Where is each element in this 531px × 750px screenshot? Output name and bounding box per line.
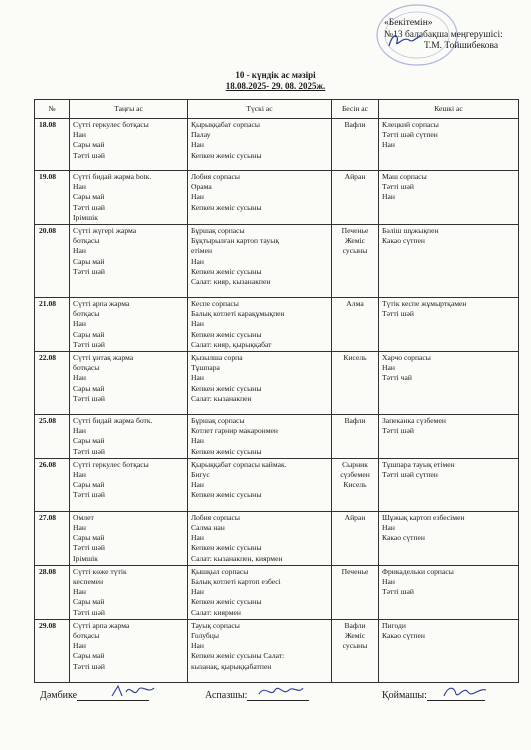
breakfast-item: Сүтті геркулес ботқасы (73, 459, 149, 469)
cell-lunch (188, 415, 332, 459)
nurse-signature-icon (108, 682, 158, 702)
breakfast-item: Нан (73, 246, 86, 256)
lunch-item: Салат: кызанакпен (191, 393, 252, 403)
menu-title (0, 70, 531, 92)
snack-item: Печенье (341, 226, 369, 236)
snack-item: Кисель (343, 353, 367, 363)
lunch-item: Бұқтырылған картоп тауық (191, 236, 280, 246)
cell-lunch (188, 458, 332, 511)
dinner-item: Харчо сорпасы (382, 353, 431, 363)
dinner-item: Клецкий сорпасы (382, 120, 439, 129)
snack-item: сүзбемен (340, 470, 370, 480)
cell-lunch (188, 171, 332, 225)
lunch-item: Кепкен жеміс сусыны (191, 383, 262, 393)
menu-table-body (35, 119, 519, 683)
lunch-item: Кепкен жеміс сусыны (191, 446, 262, 456)
lunch-item: Қырыққабат сорпасы каймак. (191, 459, 287, 469)
breakfast-item: ботқасы (73, 236, 100, 246)
dinner-item: Нан (382, 192, 395, 202)
lunch-item: Қышқыл сорпасы (191, 566, 249, 576)
breakfast-item: Ірімшік (73, 553, 98, 563)
cell-dinner (379, 352, 519, 415)
lunch-item: кызанақ, қырыққабатпен (191, 661, 272, 671)
lunch-item: Нан (191, 319, 204, 329)
cell-snack (332, 225, 379, 298)
snack-item: Жеміс (344, 631, 366, 641)
lunch-item: Нан (191, 641, 204, 651)
table-row (35, 565, 519, 619)
snack-item: Вафли (344, 620, 366, 630)
breakfast-item: Нан (73, 587, 86, 597)
breakfast-item: Сүтті бидай жарма ботк. (73, 416, 153, 426)
cell-lunch (188, 225, 332, 298)
breakfast-item: Сүтті арпа жарма (73, 620, 130, 630)
table-row (35, 415, 519, 459)
row-date: 26.08 (35, 458, 70, 511)
cell-dinner (379, 119, 519, 171)
header-dinner: Кешкі ас (379, 100, 519, 119)
breakfast-item: Сары май (73, 436, 105, 446)
breakfast-item: Сары май (73, 329, 105, 339)
cell-breakfast (70, 458, 188, 511)
lunch-item: Тұшпара (191, 363, 220, 373)
snack-item: Вафли (344, 120, 366, 129)
lunch-item: Нан (191, 140, 204, 150)
lunch-item: Нан (191, 373, 204, 383)
cell-lunch (188, 511, 332, 565)
approval-line-1: «Бекітемін» (384, 18, 433, 28)
cell-breakfast (70, 619, 188, 682)
dinner-item: Фрикадельки сорпасы (382, 566, 454, 576)
nurse-label: Дәмбике (40, 690, 78, 701)
dinner-item: Тәтті шәй сүтпен (382, 470, 438, 480)
cell-dinner (379, 565, 519, 619)
cell-dinner (379, 619, 519, 682)
dinner-item: Тұшпара тауық етімен (382, 459, 455, 469)
row-date: 27.08 (35, 511, 70, 565)
breakfast-item: Нан (73, 130, 86, 140)
cell-breakfast (70, 298, 188, 352)
lunch-item: Бұршақ сорпасы (191, 226, 245, 236)
dinner-item: Нан (382, 523, 395, 533)
lunch-item: Кепкен жеміс сусыны (191, 597, 262, 607)
lunch-item: Орама (191, 182, 212, 192)
lunch-item: Лобия сорпасы (191, 172, 240, 181)
breakfast-item: Нан (73, 523, 86, 533)
cell-dinner (379, 458, 519, 511)
approval-line-2: №13 балабақша меңгерушісі: (384, 29, 503, 40)
breakfast-item: кеспемен (73, 577, 104, 587)
row-date: 25.08 (35, 415, 70, 459)
breakfast-item: Тәтті шәй (73, 150, 105, 160)
snack-item: Айран (344, 172, 366, 181)
dinner-item: Тәтті шәй сүтпен (382, 130, 438, 140)
dinner-item: Тәтті шәй (382, 182, 414, 192)
lunch-item: Лобия сорпасы (191, 512, 240, 522)
breakfast-item: Тәтті шәй (73, 543, 105, 553)
lunch-item: Голубцы (191, 631, 219, 641)
cell-breakfast (70, 225, 188, 298)
cell-snack (332, 511, 379, 565)
snack-item: Айран (344, 512, 366, 522)
breakfast-item: Сары май (73, 480, 105, 490)
lunch-item: Қырыққабат сорпасы (191, 120, 260, 129)
cell-breakfast (70, 119, 188, 171)
header-lunch: Түскі ас (188, 100, 332, 119)
menu-table (34, 99, 519, 683)
lunch-item: Палау (191, 130, 211, 140)
snack-item: Алма (346, 299, 364, 309)
cell-breakfast (70, 415, 188, 459)
cell-dinner (379, 225, 519, 298)
cell-snack (332, 298, 379, 352)
dinner-item: Какао сүтпен (382, 631, 425, 641)
storekeeper-label: Қоймашы: (382, 690, 427, 701)
breakfast-item: Тәтті шәй (73, 393, 105, 403)
cell-snack (332, 458, 379, 511)
header-number: № (35, 100, 70, 119)
breakfast-item: Сары май (73, 383, 105, 393)
breakfast-item: Тәтті шәй (73, 202, 105, 212)
storekeeper-signature-icon (440, 682, 490, 702)
lunch-item: Нан (191, 256, 204, 266)
breakfast-item: Сары май (73, 533, 105, 543)
cook-label: Аспазшы: (205, 690, 248, 701)
cell-lunch (188, 565, 332, 619)
lunch-item: Кепкен жеміс сусыны (191, 490, 262, 500)
table-row (35, 511, 519, 565)
cell-breakfast (70, 171, 188, 225)
dinner-item: Нан (382, 577, 395, 587)
row-date: 28.08 (35, 565, 70, 619)
breakfast-item: Омлет (73, 512, 94, 522)
header-breakfast: Таңғы ас (70, 100, 188, 119)
breakfast-item: Сүтті арпа жарма (73, 299, 130, 309)
cell-snack (332, 565, 379, 619)
cell-lunch (188, 298, 332, 352)
breakfast-item: Сүтті геркулес ботқасы (73, 120, 149, 129)
director-signature-icon (385, 30, 425, 52)
cell-lunch (188, 619, 332, 682)
row-date: 19.08 (35, 171, 70, 225)
breakfast-item: Нан (73, 373, 86, 383)
dinner-item: Тәтті шәй (382, 587, 414, 597)
breakfast-item: Тәтті шәй (73, 661, 105, 671)
snack-item: Кисель (343, 480, 367, 490)
cell-snack (332, 352, 379, 415)
lunch-item: Салат: кияр, қырыққабат (191, 339, 272, 349)
breakfast-item: Тәтті шәй (73, 339, 105, 349)
lunch-item: Қызылша сорпа (191, 353, 243, 363)
row-date: 29.08 (35, 619, 70, 682)
lunch-item: Кепкен жеміс сусыны (191, 329, 262, 339)
breakfast-item: ботқасы (73, 631, 100, 641)
breakfast-item: Сары май (73, 140, 105, 150)
approval-line-3: Т.М. Тойшибекова (424, 41, 499, 51)
title-line-2: 18.08.2025- 29. 08. 2025ж. (225, 81, 326, 91)
dinner-item: Запеканка сүзбемен (382, 416, 446, 426)
snack-item: Жеміс (344, 236, 366, 246)
row-date: 21.08 (35, 298, 70, 352)
breakfast-item: Сүтті көже түтік (73, 566, 127, 576)
breakfast-item: Сүтті ұнтақ жарма (73, 353, 134, 363)
lunch-item: Салат: кияр, кызанакпен (191, 277, 271, 287)
dinner-item: Тәтті чай (382, 373, 412, 383)
snack-item: Сырник (342, 459, 368, 469)
breakfast-item: Тәтті шәй (73, 607, 105, 617)
lunch-item: Кепкен жеміс сусыны (191, 543, 262, 553)
breakfast-item: Нан (73, 470, 86, 480)
dinner-item: Тәтті шәй (382, 426, 414, 436)
dinner-item: Маш сорпасы (382, 172, 427, 181)
breakfast-item: Нан (73, 426, 86, 436)
cell-dinner (379, 171, 519, 225)
lunch-item: Бұршақ сорпасы (191, 416, 245, 426)
lunch-item: Салат: кызанакпен, киярмен (191, 553, 283, 563)
breakfast-item: Нан (73, 182, 86, 192)
breakfast-item: Нан (73, 641, 86, 651)
table-row (35, 458, 519, 511)
dinner-item: Нан (382, 140, 395, 150)
title-line-1: 10 - күндік ас мәзірі (235, 70, 316, 80)
lunch-item: Салат: киярмен (191, 607, 241, 617)
lunch-item: Кепкен жеміс сусыны (191, 150, 262, 160)
lunch-item: Бигус (191, 470, 210, 480)
lunch-item: Кепкен жеміс сусыны (191, 202, 262, 212)
cell-lunch (188, 352, 332, 415)
lunch-item: Тауық сорпасы (191, 620, 240, 630)
snack-item: Печенье (341, 566, 369, 576)
lunch-item: Балық котлеті картоп езбесі (191, 577, 281, 587)
table-row (35, 298, 519, 352)
table-row (35, 119, 519, 171)
snack-item: сусыны (342, 246, 368, 256)
breakfast-item: Сары май (73, 192, 105, 202)
header-snack: Бесін ас (332, 100, 379, 119)
breakfast-item: ботқасы (73, 363, 100, 373)
lunch-item: етімен (191, 246, 213, 256)
cell-breakfast (70, 511, 188, 565)
cook-signature-icon (255, 682, 305, 702)
cell-breakfast (70, 565, 188, 619)
breakfast-item: Тәтті шәй (73, 446, 105, 456)
table-row (35, 352, 519, 415)
lunch-item: Нан (191, 480, 204, 490)
dinner-item: Пигоди (382, 620, 406, 630)
lunch-item: Котлет гарнир макаронмен (191, 426, 278, 436)
breakfast-item: Нан (73, 319, 86, 329)
snack-item: сусыны (342, 641, 368, 651)
dinner-item: Какао сүтпен (382, 236, 425, 246)
breakfast-item: Сары май (73, 651, 105, 661)
signature-footer (0, 688, 531, 718)
dinner-item: Бәліш шұжықпен (382, 226, 439, 236)
breakfast-item: ботқасы (73, 309, 100, 319)
breakfast-item: Сары май (73, 597, 105, 607)
cell-dinner (379, 415, 519, 459)
cell-snack (332, 119, 379, 171)
table-header-row (35, 100, 519, 119)
cell-snack (332, 171, 379, 225)
cell-dinner (379, 511, 519, 565)
cell-lunch (188, 119, 332, 171)
breakfast-item: Сары май (73, 256, 105, 266)
cell-snack (332, 415, 379, 459)
lunch-item: Нан (191, 587, 204, 597)
lunch-item: Балық котлеті карақұмықпен (191, 309, 285, 319)
breakfast-item: Ірімшік (73, 212, 98, 222)
row-date: 18.08 (35, 119, 70, 171)
table-row (35, 619, 519, 682)
cell-snack (332, 619, 379, 682)
table-row (35, 225, 519, 298)
row-date: 22.08 (35, 352, 70, 415)
breakfast-item: Тәтті шәй (73, 490, 105, 500)
dinner-item: Шұжық картоп езбесімен (382, 512, 465, 522)
cell-dinner (379, 298, 519, 352)
cell-breakfast (70, 352, 188, 415)
lunch-item: Салма нан (191, 523, 225, 533)
breakfast-item: Тәтті шәй (73, 266, 105, 276)
lunch-item: Нан (191, 533, 204, 543)
dinner-item: Нан (382, 363, 395, 373)
lunch-item: Кепкен жеміс сусыны Салат: (191, 651, 285, 661)
dinner-item: Түтік кеспе жұмыртқамен (382, 299, 467, 309)
dinner-item: Какао сүтпен (382, 533, 425, 543)
snack-item: Вафли (344, 416, 366, 426)
lunch-item: Нан (191, 192, 204, 202)
row-date: 20.08 (35, 225, 70, 298)
lunch-item: Нан (191, 436, 204, 446)
breakfast-item: Сүтті жүгері жарма (73, 226, 137, 236)
lunch-item: Кеспе сорпасы (191, 299, 239, 309)
lunch-item: Кепкен жеміс сусыны (191, 266, 262, 276)
dinner-item: Тәтті шәй (382, 309, 414, 319)
breakfast-item: Сүтті бидай жарма botк. (73, 172, 152, 181)
table-row (35, 171, 519, 225)
